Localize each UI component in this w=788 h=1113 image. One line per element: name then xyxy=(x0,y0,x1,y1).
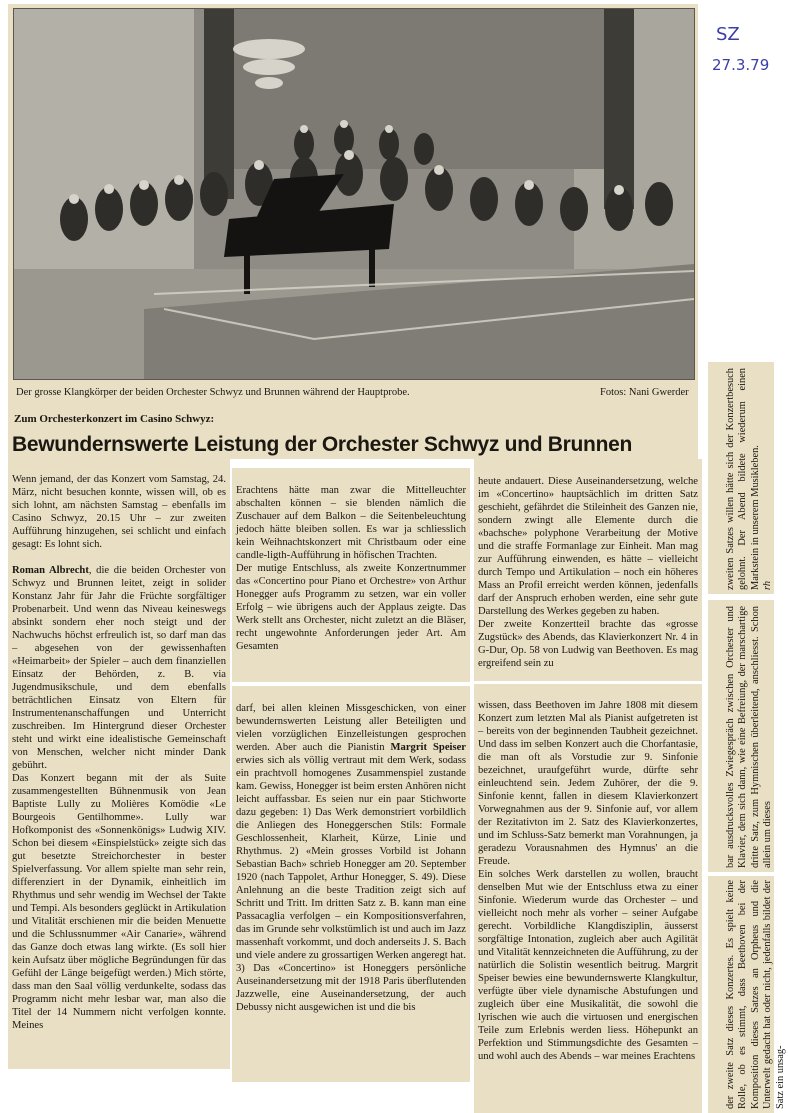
article-column-1 xyxy=(12,460,226,1066)
side-strip-3 xyxy=(710,878,786,1111)
article-headline: Bewundernswerte Leistung der Orchester Schwyz und Brunnen xyxy=(12,433,633,456)
column-1-body: , die die beiden Orchester von Schwyz und Brunnen leitet, zeigt in solider Konstanz Jahr für Jahr die Früchte sorgfältiger Probenarbeit. Und wenn das Niveau keineswegs absinkt sondern eher noch steigt und der Nachwuchs höchst erfreulich ist, so darf man das – abgesehen von der gewissenhaften «Heimarbeit» der Spieler – auch dem finanziellen Einsatz der Behörden, z. B. via Jugendmusikschule, und dem ebenfalls beträchtlichen Einsatz von Eltern für Instrumentenanschaffungen und Unterricht zuschreiben. Im Hintergrund dieser Orchester steht und wirkt eine idealistische Gemeinschaft von Menschen, welcher nicht minder Dank gebührt. Das Konzert begann mit der als Suite zusammengestellten Bühnenmusik von Jean Baptiste Lully zu Molières Komödie «Le Bourgeois Gentilhomme». Lully war Hofkomponist des «Sonnenkönigs» Ludwig XIV. Schon bei diesem «Einspielstück» zeigte sich das gut besetzte Streichorchester in bester Spielverfassung. Vor allem spielte man sehr rein, differenziert in der Dynamik, einheitlich im Rhythmus und sehr wendig im Wechsel der Takte und Tempi. Als besonders geglückt in Artikulation und Vitalität erschienen mir die beiden Menuette und die Schlussnummer «Air Canarie», während das Ganze doch etwas lang wirkte. (Es soll hier kein Aufsatz über mögliche Begründungen für das Gefühl der Länge beigefügt werden.) Mich störte, dass man den Saal völlig verdunkelte, sodass das Programm nicht mehr lesbar war, man also die Titel der 14 Nummern nicht verfolgen konnte. Meines xyxy=(12,565,226,1031)
handwritten-source: SZ xyxy=(716,24,740,45)
column-2-bottom-text-a: darf, bei allen kleinen Missgeschicken, von einer bewundernswerten Leistung aller Beteiligten und vielen vorzüglichen Einzelleistungen gesprochen werden. Aber auch die Pianistin xyxy=(236,703,466,753)
orchestra-photo xyxy=(13,8,695,380)
article-column-3-top xyxy=(478,462,698,678)
column-3-bottom-text: wissen, dass Beethoven im Jahre 1808 mit diesem Konzert zum letzten Mal als Pianist aufgetreten ist – bereits von der beginnenden Taubheit gezeichnet. Und dass im selben Konzert auch die Chorfantasie, die man oft als Vorstudie zur 9. Sinfonie bezeichnet, uraufgeführt wurde, dürfte sehr einleuchtend sein. Jedem Zuhörer, der die 9. Sinfonie kennt, fallen in diesem Klavierkonzert Vorwegnahmen aus der 9. Sinfonie auf, vor allem der Rezitativton im 2. Satz des Klavierkonzertes, und im Schluss-Satz bemerkt man Vorahnungen, ja geradezu Vorausnahmen des Hymnus' an die Freude. Ein solches Werk darstellen zu wollen, braucht denselben Mut wie der Entschluss etwa zu einer Sinfonie. Wiederum wurde das Orchester – und vielleicht noch mehr als vorher – seiner Aufgabe gerecht. Vorbildliche Klangdisziplin, äusserst sorgfältige Intonation, zugleich aber auch Agilität und Vitalität kennzeichneten die Aufführung, zu der natürlich die Solistin wesentlich beitrug. Margrit Speiser bewies eine bewundernswerte Klangkultur, verfügte über viele dynamische Abstufungen und zugleich über eine Musikalität, die sowohl die lyrischen wie auch die virtuosen und energischen Teile zum Erlebnis werden liess. Höhepunkt an Perfektion und Stimmungsdichte des Gesamten – und wohl auch des Abends – war meines Erachtens xyxy=(478,700,698,1062)
column-1-intro: Wenn jemand, der das Konzert vom Samstag, 24. März, nicht besuchen konnte, wissen will, ob es sich lohnt, am nächsten Samstag – ebenfalls im Casino Schwyz, 20.15 Uhr – zur zweiten Aufführung hinzugehen, sei schlicht und einfach gesagt: Es lohnt sich. xyxy=(12,474,226,550)
photo-credit: Fotos: Nani Gwerder xyxy=(600,387,689,398)
column-2-top-text: Erachtens hätte man zwar die Mittelleuchter abschalten können – sie blenden nämlich die Zuschauer auf dem Balkon – die Seitenbeleuchtung jedoch hätte bleiben sollen. Es war ja schliesslich kein Weihnachtskonzert mit Christbaum oder eine candle-ligth-Aufführung in höfischen Trachten. Der mutige Entschluss, als zweite Konzertnummer das «Concertino pour Piano et Orchestre» von Arthur Honegger aufs Programm zu setzen, war ein voller Erfolg – wie übrigens auch der Applaus zeigte. Das Werk stellt ans Orchester, nicht zuletzt an die Bläser, recht ungewohnte Anforderungen jeder Art. Am Gesamten xyxy=(236,485,466,652)
side-strip-3-text: der zweite Satz dieses Konzertes. Es spielt keine Rolle, ob es stimmt, dass Beethoven bei der Komposition dieses Satzes an Orpheus und die Unterwelt gedacht hat oder nicht, jedenfalls bildet der Satz ein unsag- xyxy=(724,880,786,1109)
side-strip-1-text: zweiten Satzes willen hätte sich der Konzertbesuch gelohnt. Der Abend bildete wiederum einen Markstein in unserem Musikleben. xyxy=(724,368,761,590)
column-2-bottom-text-b: erwies sich als völlig vertraut mit dem Werk, sodass ein prachtvoll homogenes Zusammenspiel zustande kam. Gewiss, Honegger ist beim ersten Anhören nicht leicht auffassbar. Es seien nur ein paar Stichworte dazu gegeben: 1) Das Werk demonstriert vorbildlich die Anliegen des Honeggerschen Stils: Formale Geschlossenheit, Klarheit, Kürze, Linie und Rhythmus. 2) «Mein grosses Vorbild ist Johann Sebastian Bach» schrieb Honegger am 20. September 1920 (nach Tappolet, Arthur Honegger, S. 49). Diese Anlehnung an die beste Tradition zeigt sich auf Schritt und Tritt. Im dritten Satz z. B. kann man eine Passacaglia verfolgen – ein Kompositionsverfahren, das im Grunde sehr volkstümlich ist und auch im Jazz massenhaft vorkommt, und doch anderseits J. S. Bach und viele andere zu grossartigen Werken angeregt hat. 3) Das «Concertino» ist Honeggers persönliche Auseinandersetzung mit der 1918 Paris überflutenden Jazzwelle, eine Auseinandersetzung, der auch Debussy nicht ausgewichen ist und die bis xyxy=(236,755,466,1013)
article-kicker: Zum Orchesterkonzert im Casino Schwyz: xyxy=(14,413,215,425)
column-3-top-text: heute andauert. Diese Auseinandersetzung, welche im «Concertino» hauptsächlich im dritten Satz geschieht, gefährdet die Stileinheit des Ganzen nie, sondern zwingt alle Elemente durch die «bachsche» polyphone Verarbeitung der Motive und die straffe Formanlage zur Einheit. Man mag zur Aufführung einwenden, es hätte – vielleicht durch Tempo und Artikulation – noch ein höheres Mass an Profil erreicht werden können, jedenfalls darf der Anspruch erhoben werden, eine sehr gute Darstellung des Werkes gegeben zu haben. Der zweite Konzertteil brachte das «grosse Zugstück» des Abends, das Klavierkonzert Nr. 4 in G-Dur, Op. 58 von Ludwig van Beethoven. Es mag ergreifend sein zu xyxy=(478,476,698,669)
article-column-3-bottom xyxy=(478,686,698,1111)
conductor-name: Roman Albrecht xyxy=(12,565,89,576)
side-strip-2-text: bar ausdrucksvolles Zwiegespräch zwischen Orchester und Klavier, dem sich dann, wie eine Befreiung, der marschartige dritte Satz, zum Hymnischen überleitend, anschliesst. Schon allein um dieses xyxy=(724,606,774,868)
pianist-name: Margrit Speiser xyxy=(390,742,466,753)
photo-caption: Der grosse Klangkörper der beiden Orchester Schwyz und Brunnen während der Hauptprobe. xyxy=(16,387,410,398)
handwritten-date: 27.3.79 xyxy=(712,56,770,74)
side-strip-2 xyxy=(710,602,772,870)
author-signature: rh xyxy=(762,580,774,590)
article-column-2-top xyxy=(236,471,466,679)
article-column-2-bottom xyxy=(236,689,466,1079)
side-strip-1 xyxy=(710,364,772,592)
